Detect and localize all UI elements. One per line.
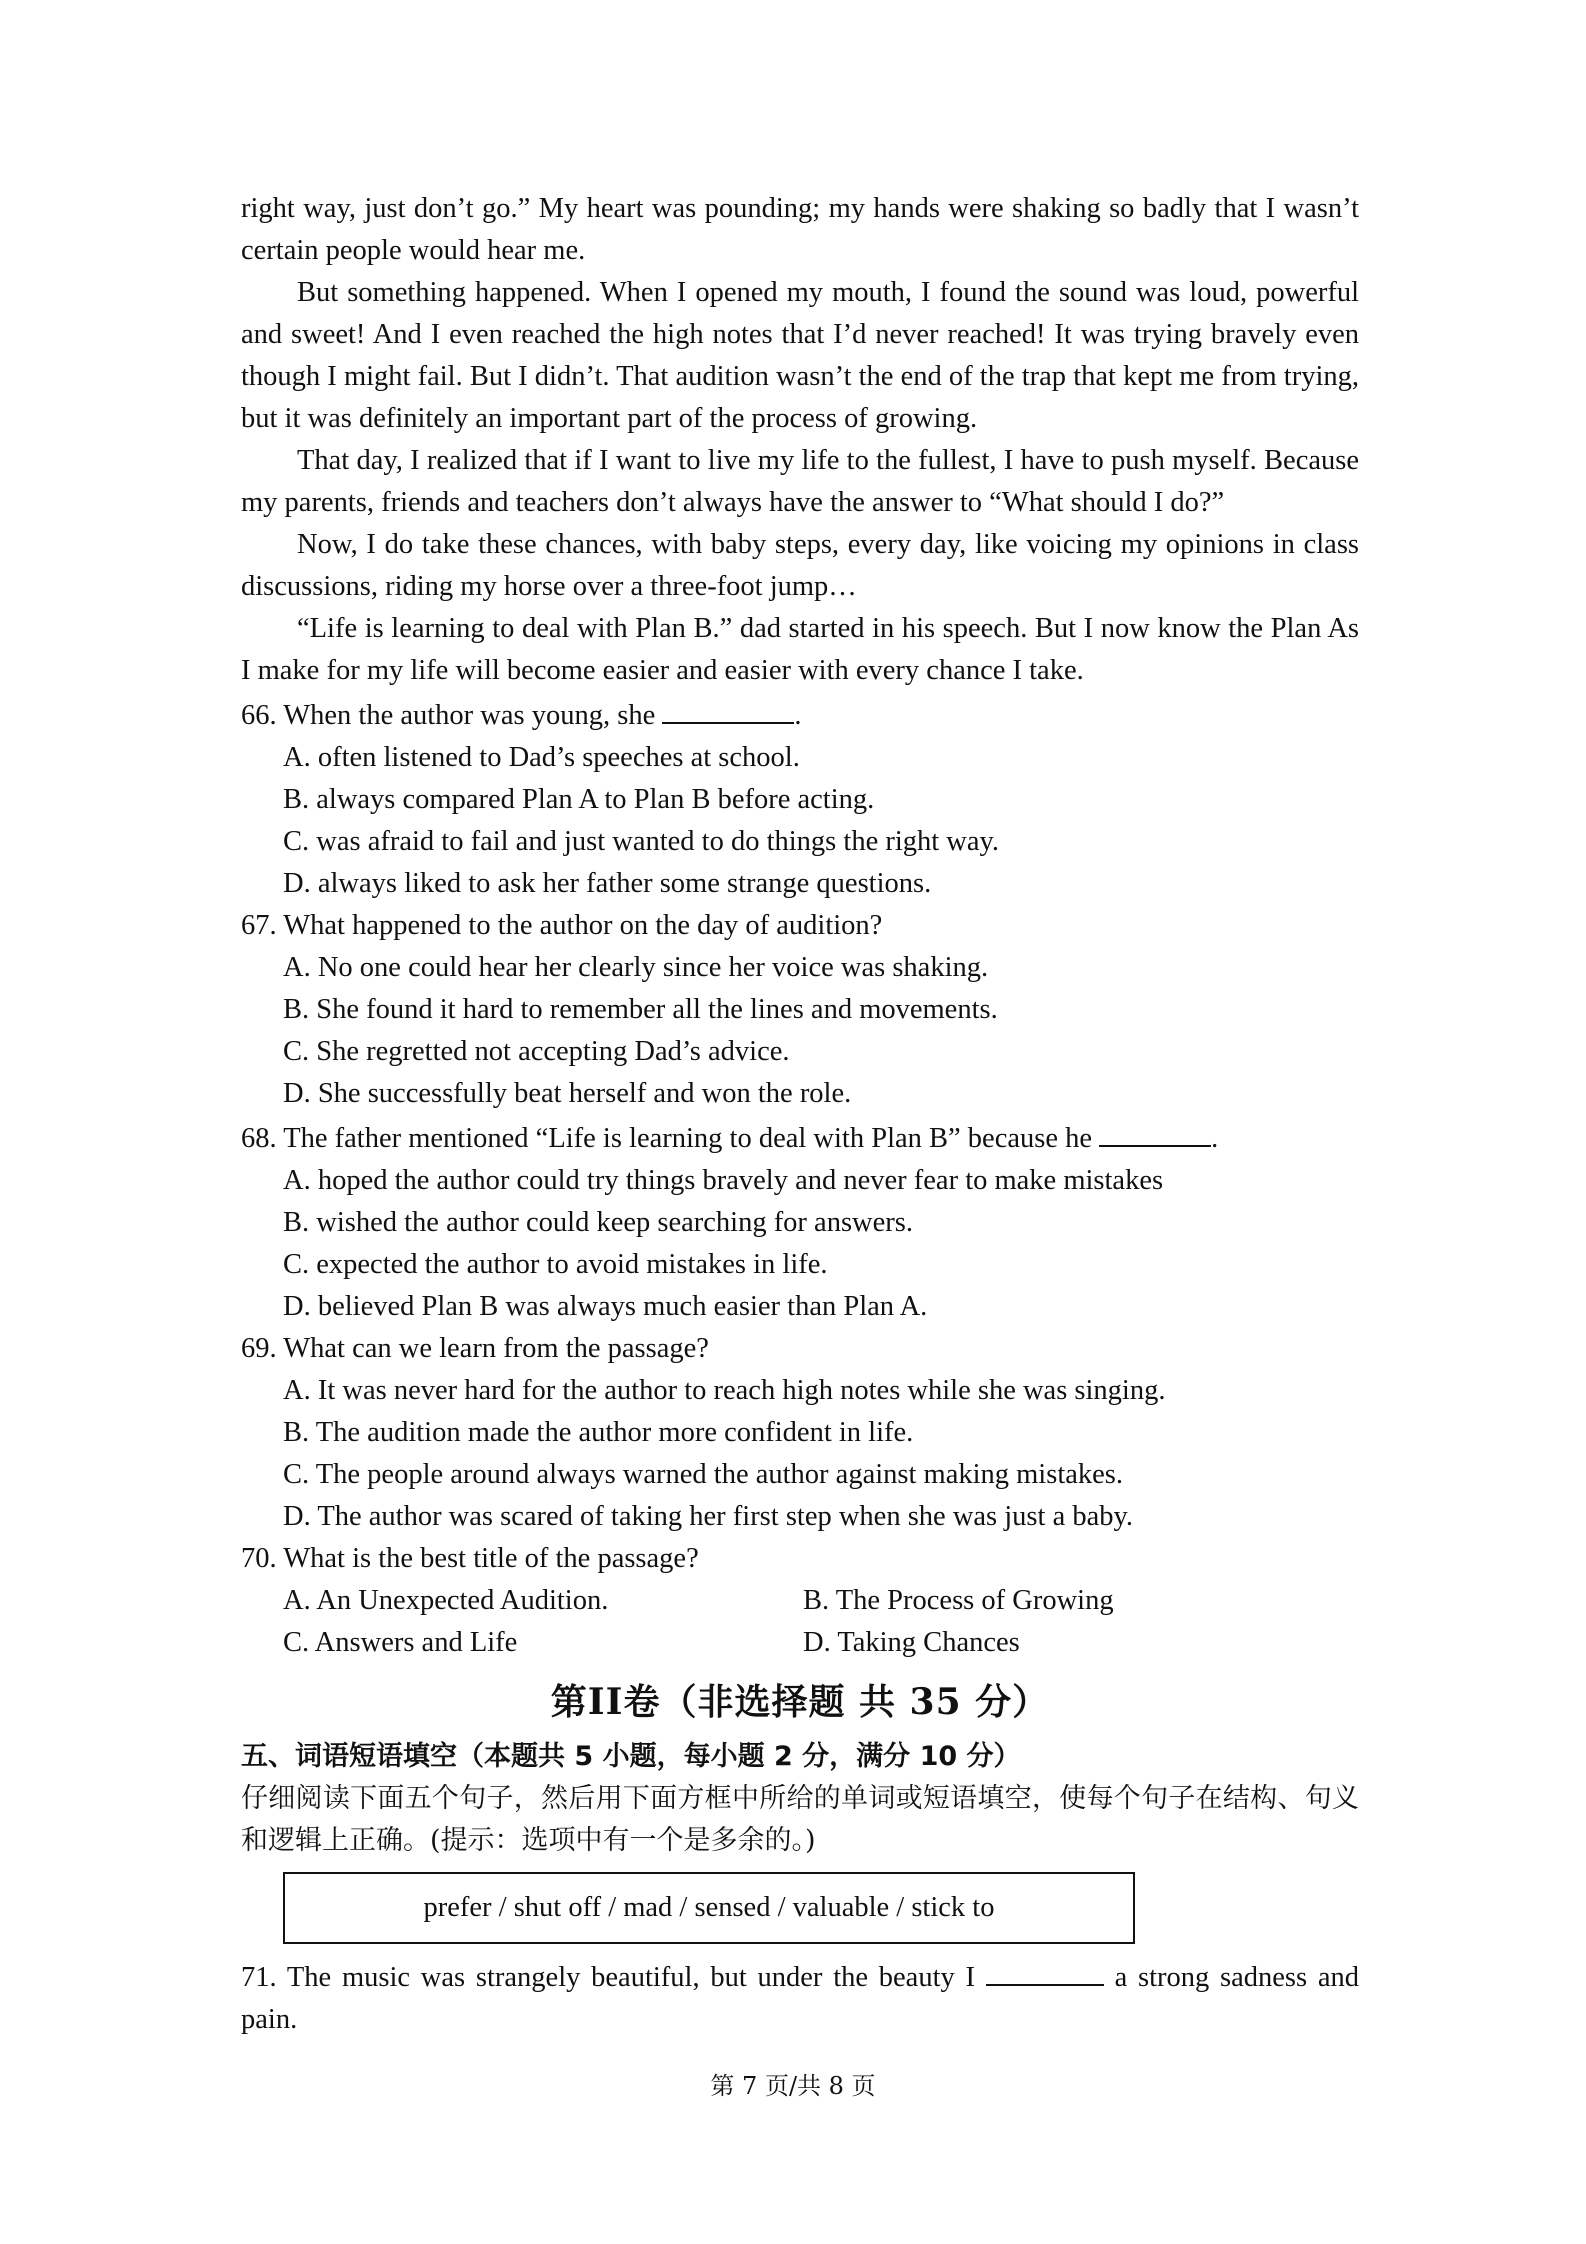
option-a: A. hoped the author could try things bravely and never fear to make mistakes (283, 1165, 1164, 1196)
option-a: A. often listened to Dad’s speeches at school. (283, 742, 800, 773)
question-stem: 66. When the author was young, she . (241, 692, 1359, 737)
option-d: D. believed Plan B was always much easier than Plan A. (283, 1291, 928, 1322)
part-ii-title: 第II卷（非选择题 共 35 分） (550, 1681, 1050, 1723)
option-c: C. Answers and Life (283, 1627, 518, 1658)
word-bank-box (283, 1872, 1135, 1944)
passage-paragraph: But something happened. When I opened my mouth, I found the sound was loud, powerful and sweet! And I even reached the high notes that I’d never reached! It was trying bravely even though I might fail. But I didn’t. That audition wasn’t the end of the trap that kept me from trying, but it was definitely an important part of the process of growing. (241, 277, 1359, 434)
question-67 (241, 905, 1359, 1115)
section-instructions: 仔细阅读下面五个句子，然后用下面方框中所给的单词或短语填空，使每个句子在结构、句义和逻辑上正确。(提示：选项中有一个是多余的。) (241, 1783, 1359, 1856)
question-68 (241, 1115, 1359, 1328)
question-69 (241, 1328, 1359, 1538)
word-bank-text: prefer / shut off / mad / sensed / valuable / stick to (423, 1892, 995, 1923)
option-b: B. always compared Plan A to Plan B before acting. (283, 784, 875, 815)
option-c: C. expected the author to avoid mistakes in life. (283, 1249, 828, 1280)
page-footer: 第 7 页/共 8 页 (710, 2072, 876, 2100)
answer-blank (1099, 1115, 1211, 1147)
option-d: D. She successfully beat herself and won the role. (283, 1078, 852, 1109)
passage-paragraph: That day, I realized that if I want to live my life to the fullest, I have to push myself. Because my parents, friends and teachers don’t always have the answer to “What should I do?” (241, 445, 1359, 518)
question-stem: 68. The father mentioned “Life is learning to deal with Plan B” because he . (241, 1115, 1359, 1160)
option-d: D. The author was scared of taking her first step when she was just a baby. (283, 1501, 1134, 1532)
option-c: C. She regretted not accepting Dad’s advice. (283, 1036, 790, 1067)
question-66 (241, 692, 1359, 905)
option-row (283, 1622, 1359, 1664)
option-b: B. The audition made the author more confident in life. (283, 1417, 914, 1448)
option-a: A. It was never hard for the author to reach high notes while she was singing. (283, 1375, 1166, 1406)
question-stem: 67. What happened to the author on the day of audition? (241, 910, 883, 941)
passage-paragraph: “Life is learning to deal with Plan B.” dad started in his speech. But I now know the Plan As I make for my life will become easier and easier with every chance I take. (241, 613, 1359, 686)
option-c: C. was afraid to fail and just wanted to do things the right way. (283, 826, 1000, 857)
option-a: A. No one could hear her clearly since her voice was shaking. (283, 952, 989, 983)
passage-paragraph: Now, I do take these chances, with baby steps, every day, like voicing my opinions in class discussions, riding my horse over a three-foot jump… (241, 529, 1359, 602)
question-stem: 70. What is the best title of the passage? (241, 1543, 699, 1574)
question-stem: 69. What can we learn from the passage? (241, 1333, 709, 1364)
question-71: 71. The music was strangely beautiful, but under the beauty I a strong sadness and pain. (241, 1954, 1359, 2041)
exam-page-content (241, 188, 1359, 2041)
question-70 (241, 1538, 1359, 1664)
option-d: D. Taking Chances (803, 1627, 1020, 1658)
option-d: D. always liked to ask her father some strange questions. (283, 868, 932, 899)
option-row (283, 1580, 1359, 1622)
option-b: B. She found it hard to remember all the lines and movements. (283, 994, 998, 1025)
option-a: A. An Unexpected Audition. (283, 1585, 609, 1616)
option-b: B. The Process of Growing (803, 1585, 1114, 1616)
section-five-title: 五、词语短语填空（本题共 5 小题，每小题 2 分，满分 10 分） (241, 1741, 1021, 1772)
option-b: B. wished the author could keep searching for answers. (283, 1207, 913, 1238)
answer-blank (986, 1954, 1104, 1986)
answer-blank (662, 692, 794, 724)
passage-paragraph: right way, just don’t go.” My heart was pounding; my hands were shaking so badly that I wasn’t certain people would hear me. (241, 193, 1359, 266)
option-c: C. The people around always warned the author against making mistakes. (283, 1459, 1123, 1490)
